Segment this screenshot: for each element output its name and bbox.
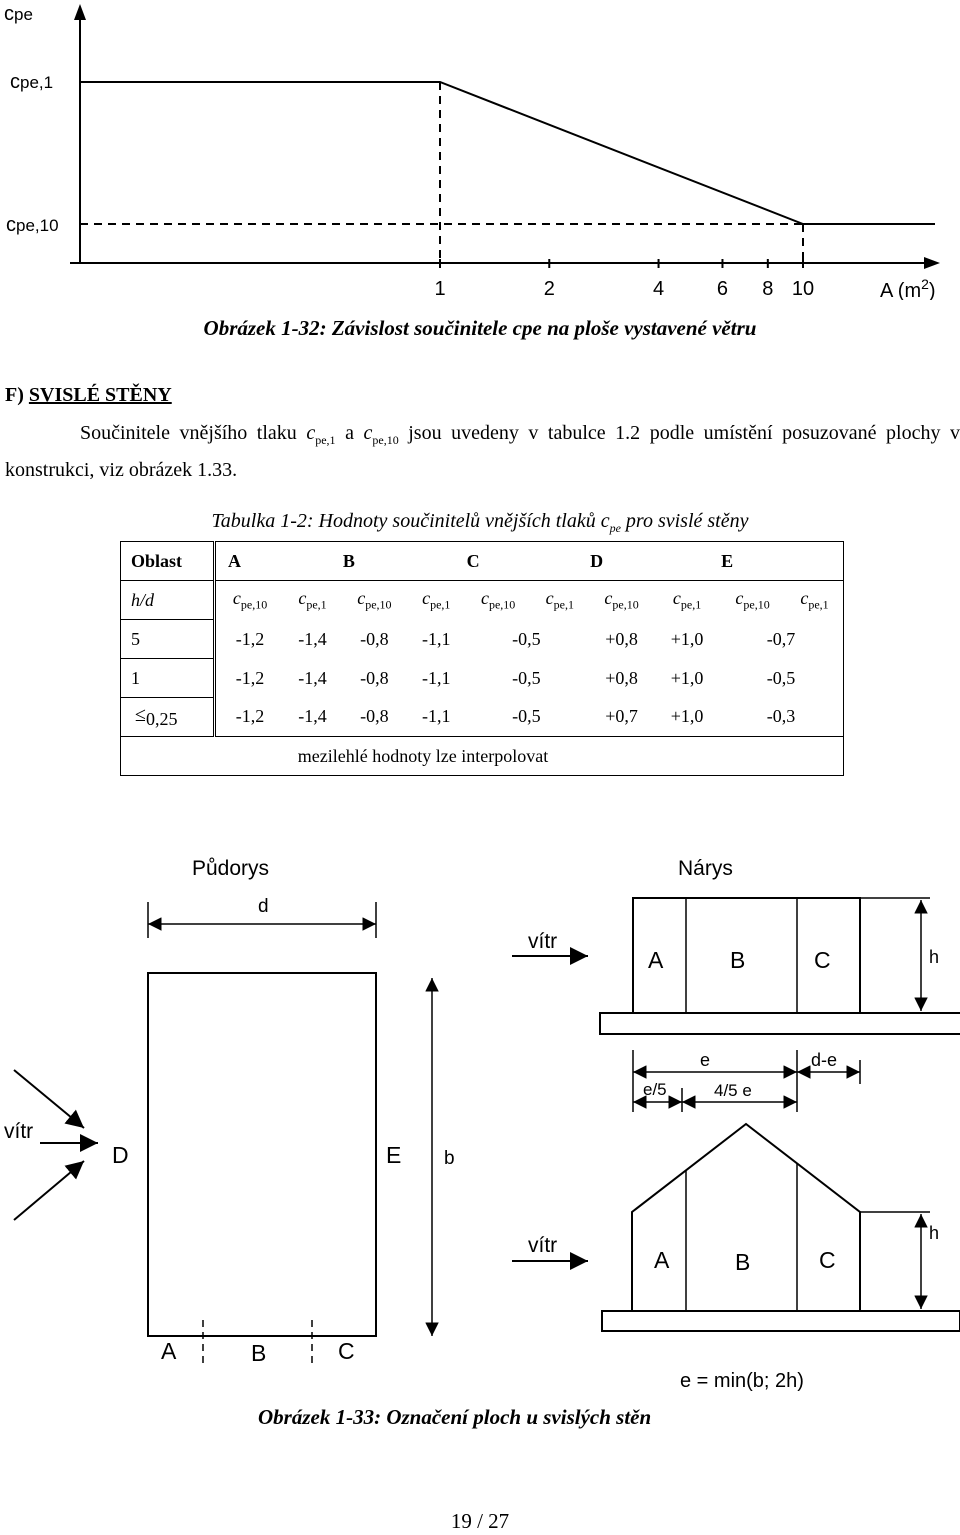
header-area-c: C	[465, 542, 588, 581]
figure-1-33-caption: Obrázek 1-33: Označení ploch u svislých stěn	[258, 1405, 652, 1429]
elevation-zone-b: B	[730, 947, 746, 973]
subheader-cell: $c_{pe,10}$	[604, 587, 639, 612]
x-tick-label: 2	[543, 278, 555, 300]
gable-wind-label: vítr	[528, 1234, 558, 1257]
plan-zone-e: E	[386, 1142, 402, 1168]
e-definition: e = min(b; 2h)	[680, 1370, 804, 1392]
dim-b-label: b	[444, 1148, 455, 1169]
dim-d-minus-e-label: d-e	[811, 1050, 838, 1070]
plan-zone-c: C	[338, 1338, 355, 1364]
x-tick-label: 4	[652, 278, 665, 300]
table-footer-note: mezilehlé hodnoty lze interpolovat	[121, 737, 844, 776]
cell-a1: -1,4	[298, 706, 327, 727]
header-area-b: B	[341, 542, 465, 581]
cell-c: -0,5	[512, 667, 541, 688]
cell-d10: +0,7	[605, 706, 638, 727]
gable-zone-c: C	[819, 1247, 836, 1273]
elevation-zone-a: A	[648, 947, 664, 973]
dim-4-5e-label: 4/5 e	[714, 1081, 752, 1100]
x-tick-label: 8	[762, 278, 774, 300]
gable-dim-h-label: h	[929, 1223, 940, 1243]
dim-e-label: e	[700, 1050, 711, 1070]
plan-zone-b: B	[251, 1340, 267, 1366]
x-tick-labels	[434, 278, 814, 300]
row-hd: 5	[121, 620, 215, 659]
cell-c: -0,5	[512, 628, 541, 649]
cell-e: -0,3	[719, 698, 843, 737]
cell-c: -0,5	[512, 706, 541, 727]
table-caption: Tabulka 1-2: Hodnoty součinitelů vnějších tlaků $c_{pe}$ pro svislé stěny	[211, 510, 749, 535]
subheader-cell: $c_{pe,1}$	[786, 581, 843, 620]
cell-a1: -1,4	[298, 667, 327, 688]
x-tick-label: 10	[791, 278, 815, 300]
dim-e5-label: e/5	[643, 1080, 667, 1099]
page-number: 19 / 27	[450, 1509, 510, 1533]
subheader-cell: $c_{pe,10}$	[232, 587, 268, 612]
cell-b1: -1,1	[421, 628, 451, 649]
elevation-wind-label: vítr	[528, 930, 558, 953]
cell-d1: +1,0	[670, 628, 704, 649]
gable-ground	[602, 1311, 960, 1331]
cell-b10: -0,8	[360, 667, 389, 688]
plan-zone-a: A	[161, 1338, 177, 1364]
table-header-row	[121, 542, 844, 581]
x-tick-label: 6	[716, 278, 729, 300]
plan-wind-label: vítr	[4, 1120, 34, 1143]
header-oblast: Oblast	[121, 542, 215, 581]
table-subheader-row	[121, 581, 844, 620]
cell-b1: -1,1	[421, 667, 451, 688]
plan-zone-d: D	[112, 1142, 129, 1168]
cell-a10: -1,2	[235, 706, 265, 727]
cell-b1: -1,1	[421, 706, 451, 727]
y-axis-label: cpe	[4, 3, 33, 25]
elevation-zone-c: C	[814, 947, 831, 973]
plan-title: Půdorys	[192, 857, 270, 880]
x-tick-label: 1	[434, 278, 446, 300]
section-heading: F) SVISLÉ STĚNY	[5, 384, 172, 406]
row-hd: ≤0,25	[121, 698, 215, 737]
table-row	[121, 698, 844, 737]
cell-b10: -0,8	[360, 706, 389, 727]
cell-a1: -1,4	[298, 628, 327, 649]
coefficient-table	[120, 541, 844, 776]
cpe-area-chart	[0, 0, 960, 300]
header-area-d: D	[588, 542, 719, 581]
table-row	[121, 620, 844, 659]
header-area-a: A	[215, 542, 341, 581]
dim-h-label: h	[929, 947, 940, 967]
subheader-cell: $c_{pe,10}$	[735, 587, 770, 612]
x-axis-label: A $(m^2)$	[880, 276, 936, 300]
cell-e: -0,7	[719, 620, 843, 659]
wall-zones-figure	[0, 840, 960, 1400]
figure-1-32-caption: Obrázek 1-32: Závislost součinitele cpe na ploše vystavené větru	[203, 316, 757, 340]
wind-arrow-lower	[14, 1161, 84, 1220]
y-axis-arrow	[74, 4, 86, 20]
cell-d10: +0,8	[605, 628, 638, 649]
gable-zone-a: A	[654, 1247, 670, 1273]
cell-d1: +1,0	[670, 706, 704, 727]
y-tick-cpe1: cpe,1	[10, 71, 54, 93]
header-area-e: E	[719, 542, 843, 581]
subheader-cell: $c_{pe,1}$	[672, 587, 702, 612]
header-hd: h/d	[121, 581, 215, 620]
elevation-title: Nárys	[678, 857, 733, 880]
subheader-cell: $c_{pe,10}$	[357, 587, 392, 612]
cell-b10: -0,8	[360, 628, 389, 649]
dim-d-label: d	[258, 896, 269, 917]
section-paragraph: Součinitele vnějšího tlaku $c_{pe,1}$ a $c_{pe,10}$ jsou uvedeny v tabulce 1.2 podle umístění posuzované plochy v konstrukci, viz obrázek 1.33.	[5, 422, 960, 481]
cell-a10: -1,2	[235, 667, 265, 688]
cell-a10: -1,2	[235, 628, 265, 649]
row-hd: 1	[121, 659, 215, 698]
series-cpe-line	[80, 82, 935, 224]
elevation-ground	[600, 1013, 960, 1034]
table-footer-row	[121, 737, 844, 776]
subheader-cell: $c_{pe,1}$	[545, 587, 574, 612]
plan-rectangle	[148, 973, 376, 1336]
cell-d1: +1,0	[670, 667, 704, 688]
y-tick-cpe10: cpe,10	[6, 214, 59, 236]
subheader-cell: $c_{pe,1}$	[422, 587, 451, 612]
subheader-cell: $c_{pe,10}$	[480, 587, 516, 612]
cell-d10: +0,8	[605, 667, 638, 688]
x-axis-arrow	[924, 257, 940, 269]
cell-e: -0,5	[719, 659, 843, 698]
table-row	[121, 659, 844, 698]
gable-wall	[632, 1124, 860, 1311]
gable-zone-b: B	[735, 1249, 751, 1275]
subheader-cell: $c_{pe,1}$	[298, 587, 327, 612]
